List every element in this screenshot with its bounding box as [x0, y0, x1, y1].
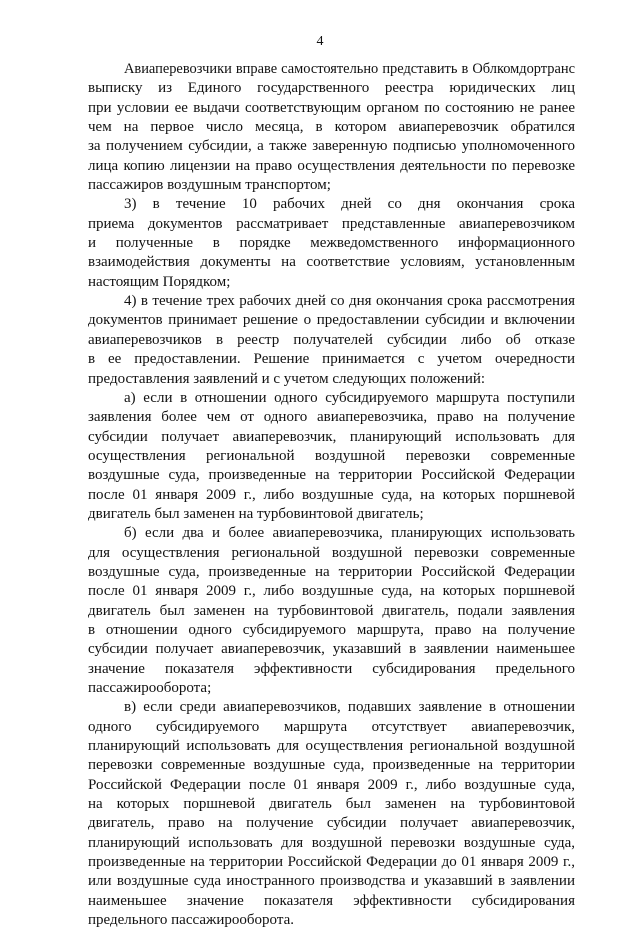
- text-line: пассажиров воздушным транспортом;: [88, 177, 331, 194]
- text-line: или воздушные суда иностранного производства и указавший в заявлении: [88, 873, 575, 890]
- document-body: [88, 60, 575, 930]
- text-line: 4) в течение трех рабочих дней со дня окончания срока рассмотрения: [124, 293, 575, 310]
- text-line: на которых поршневой двигатель был заменен на турбовинтовой: [88, 796, 575, 813]
- text-line: а) если в отношении одного субсидируемого маршрута поступили: [124, 389, 575, 406]
- text-line: после 01 января 2009 г., либо воздушные суда, на которых поршневой: [88, 486, 575, 503]
- text-line: Авиаперевозчики вправе самостоятельно представить в Облкомдортранс: [124, 61, 575, 77]
- text-line: чем на первое число месяца, в котором авиаперевозчик обратился: [88, 119, 575, 136]
- text-line: воздушные суда, произведенные на территории Российской Федерации: [88, 563, 575, 580]
- text-line: выписку из Единого государственного реестра юридических лиц: [88, 80, 575, 97]
- text-line: в ее предоставлении. Решение принимается с учетом очередности: [88, 351, 575, 368]
- text-line: предельного пассажирооборота.: [88, 912, 294, 929]
- text-line: двигатель был заменен на турбовинтовой двигатель;: [88, 505, 424, 522]
- text-line: субсидии получает авиаперевозчик, планирующий использовать для: [88, 428, 575, 445]
- text-line: двигатель был заменен на турбовинтовой двигатель, подали заявления: [88, 602, 575, 619]
- text-line: пассажирооборота;: [88, 680, 212, 696]
- text-line: за получением субсидии, а также заверенную подписью уполномоченного: [88, 138, 575, 155]
- text-line: одного субсидируемого маршрута отсутствует авиаперевозчик,: [88, 718, 575, 735]
- text-line: субсидии получает авиаперевозчик, указавший в заявлении наименьшее: [88, 641, 575, 658]
- text-line: после 01 января 2009 г., либо воздушные суда, на которых поршневой: [88, 583, 575, 600]
- text-line: планирующий использовать для воздушной перевозки воздушные суда,: [88, 834, 575, 851]
- text-line: и полученные в порядке межведомственного информационного: [88, 235, 575, 252]
- text-line: значение показателя эффективности субсидирования предельного: [88, 660, 575, 677]
- text-line: приема документов рассматривает представленные авиаперевозчиком: [88, 215, 575, 232]
- text-line: лица копию лицензии на право осуществления деятельности по перевозке: [88, 157, 575, 174]
- text-line: в отношении одного субсидируемого маршрута, право на получение: [88, 621, 575, 638]
- text-line: перевозки современные воздушные суда, произведенные на территории: [88, 757, 575, 774]
- text-line: воздушные суда, произведенные на территории Российской Федерации: [88, 467, 575, 484]
- text-line: документов принимает решение о предоставлении субсидии и включении: [88, 312, 575, 329]
- text-line: б) если два и более авиаперевозчика, планирующих использовать: [124, 525, 575, 542]
- text-line: двигатель, право на получение субсидии получает авиаперевозчик,: [88, 815, 575, 832]
- text-line: произведенные на территории Российской Федерации до 01 января 2009 г.,: [88, 854, 575, 871]
- text-line: взаимодействия документы на соответствие условиям, установленным: [88, 254, 575, 271]
- text-line: для осуществления региональной воздушной перевозки современные: [88, 544, 575, 561]
- page-number: 4: [316, 34, 324, 49]
- text-line: 3) в течение 10 рабочих дней со дня окончания срока: [124, 196, 575, 213]
- text-line: заявления более чем от одного авиаперевозчика, право на получение: [88, 409, 575, 426]
- text-line: авиаперевозчиков в реестр получателей субсидии либо об отказе: [88, 331, 575, 348]
- text-line: настоящим Порядком;: [88, 273, 231, 290]
- text-line: планирующий использовать для осуществления региональной воздушной: [88, 738, 575, 755]
- text-line: осуществления региональной воздушной перевозки современные: [88, 447, 575, 464]
- text-line: в) если среди авиаперевозчиков, подавших заявление в отношении: [124, 699, 575, 716]
- text-line: наименьшее значение показателя эффективности субсидирования: [88, 892, 575, 909]
- text-line: при условии ее выдачи соответствующим органом по состоянию не ранее: [88, 99, 575, 116]
- text-line: предоставления заявлений и с учетом следующих положений:: [88, 370, 486, 387]
- text-line: Российской Федерации после 01 января 2009 г., либо воздушные суда,: [88, 776, 575, 793]
